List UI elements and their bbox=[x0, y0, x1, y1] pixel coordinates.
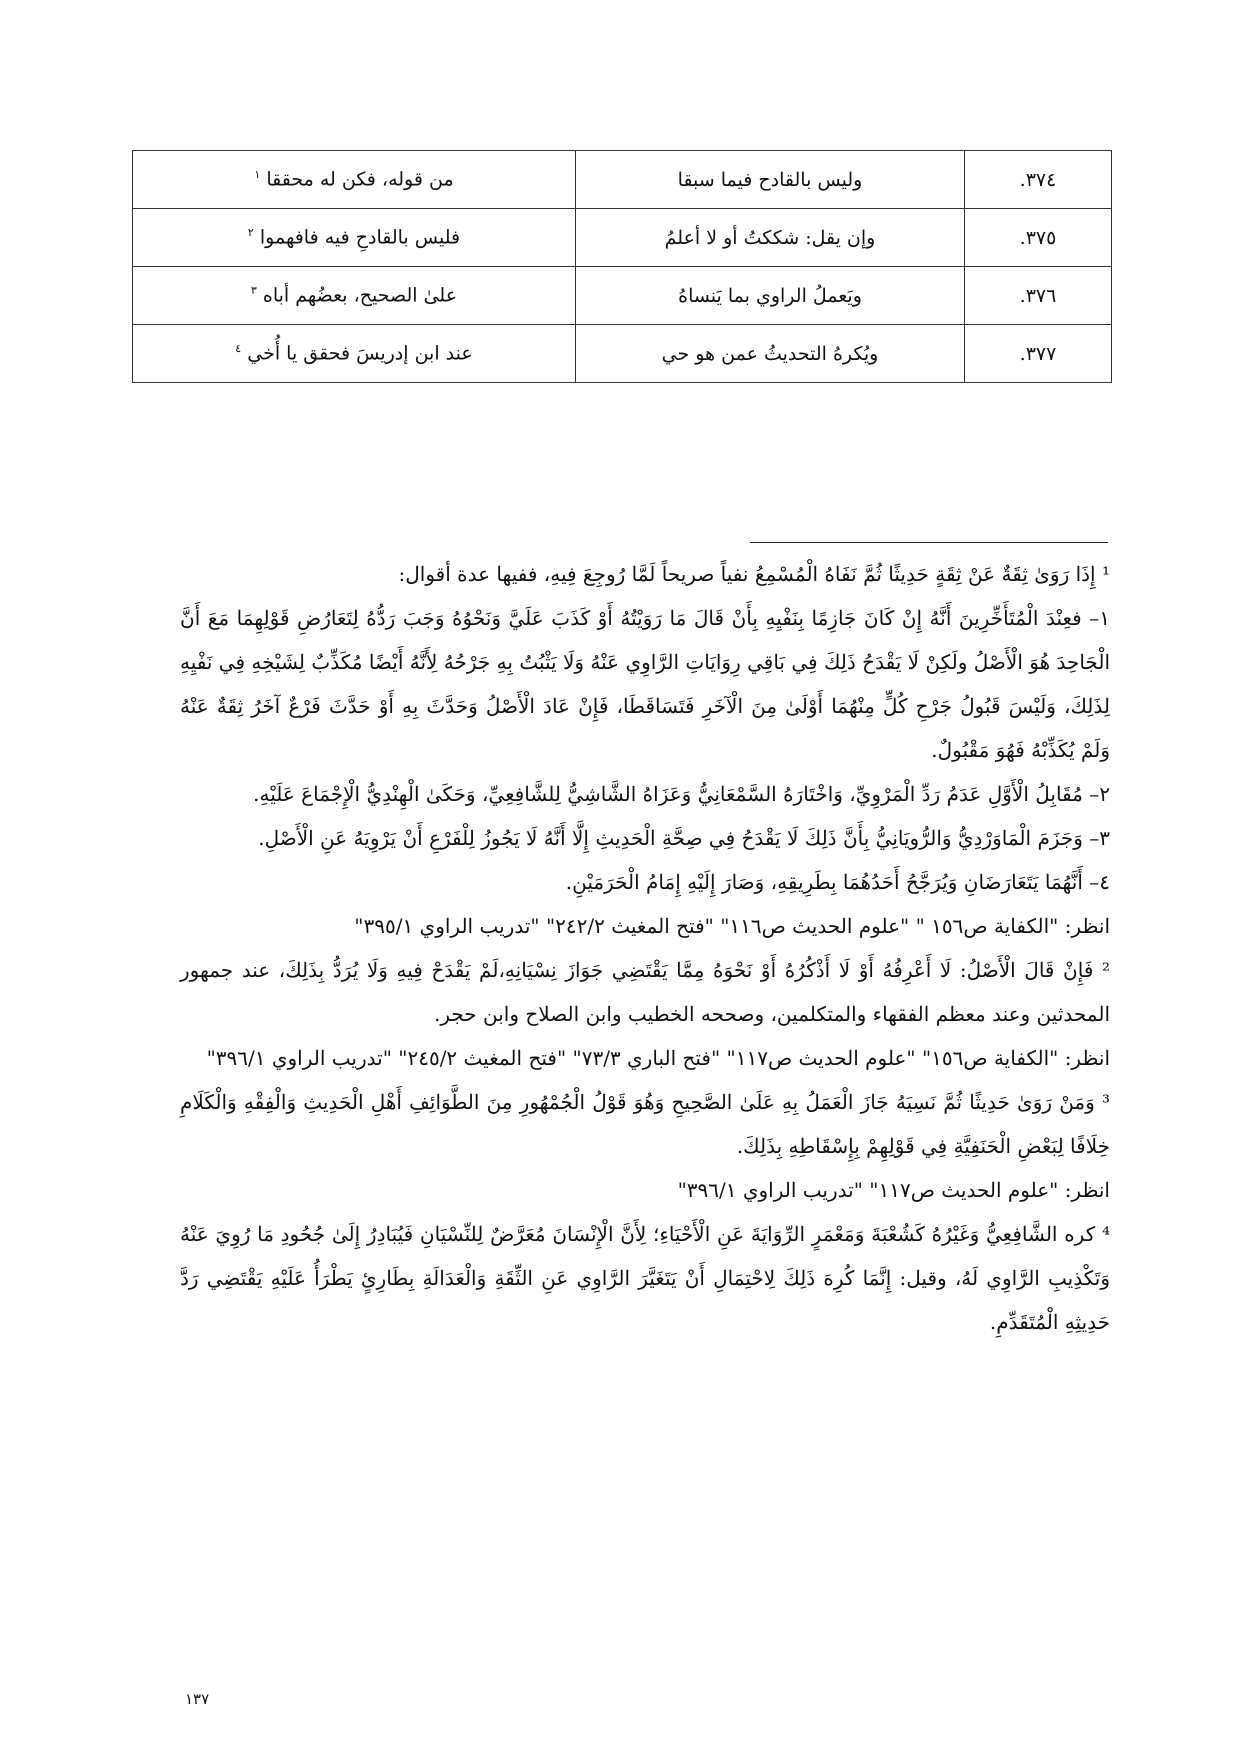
verse-second-hemistich bbox=[133, 209, 576, 267]
footnote-3-text: ³ وَمَنْ رَوَىٰ حَدِيثًا ثُمَّ نَسِيَهُ جَازَ الْعَمَلُ بِهِ عَلَىٰ الصَّحِيحِ وَهُوَ قَوْلُ الْجُمْهُورِ مِنَ الطَّوَائِفِ أَهْلِ الْحَدِيثِ وَالْفِقْهِ وَالْكَلَامِ خِلَافًا لِبَعْضِ الْحَنَفِيَّةِ فِي قَوْلِهِمْ بِإِسْقَاطِهِ بِذَلِكَ. bbox=[180, 1090, 1110, 1158]
verse-number: ٣٧٧. bbox=[965, 325, 1112, 383]
verse-second-hemistich bbox=[133, 325, 576, 383]
footnotes bbox=[180, 552, 1110, 1344]
verse-first-hemistich: وليس بالقادح فيما سبقا bbox=[576, 151, 965, 209]
footnote-separator bbox=[750, 542, 1108, 543]
verse-number: ٣٧٦. bbox=[965, 267, 1112, 325]
table-row bbox=[133, 267, 1112, 325]
verse-second-hemistich bbox=[133, 267, 576, 325]
hemistich-text: علىٰ الصحيح، بعضُهم أباه bbox=[262, 284, 458, 307]
footnote-1-point-2: ٢– مُقَابِلُ الْأَوَّلِ عَدَمُ رَدِّ الْمَرْوِيِّ، وَاخْتَارَهُ السَّمْعَانِيُّ وَعَزَاهُ الشَّاشِيُّ لِلشَّافِعِيِّ، وَحَكَىٰ الْهِنْدِيُّ الْإِجْمَاعَ عَلَيْهِ. bbox=[253, 782, 1110, 806]
table-row bbox=[133, 209, 1112, 267]
verse-number: ٣٧٤. bbox=[965, 151, 1112, 209]
footnote-1-intro: ¹ إِذَا رَوَىٰ ثِقَةٌ عَنْ ثِقَةٍ حَدِيثًا ثُمَّ نَفَاهُ الْمُسْمِعُ نفياً صريحاً لَمَّا رُوجِعَ فِيهِ، ففيها عدة أقوال: bbox=[398, 562, 1110, 586]
verse-number: ٣٧٥. bbox=[965, 209, 1112, 267]
footnote-1-point-1: ١– فعِنْدَ الْمُتَأَخِّرِينَ أَنَّهُ إِنْ كَانَ جَازِمًا بِنَفْيِهِ بِأَنْ قَالَ مَا رَوَيْتُهُ أَوْ كَذَبَ عَلَيَّ وَنَحْوُهُ وَجَبَ رَدُّهُ لِتَعَارُضِ قَوْلِهِمَا مَعَ أَنَّ الْجَاحِدَ هُوَ الْأَصْلُ ولَكِنْ لَا يَقْدَحُ ذَلِكَ فِي بَاقِي رِوَايَاتِ الرَّاوِي عَنْهُ وَلَا يَثْبُتُ بِهِ جَرْحُهُ لِأَنَّهُ أَيْضًا مُكَذِّبٌ لِشَيْخِهِ فِي نَفْيِهِ لِذَلِكَ، وَلَيْسَ قَبُولُ جَرْحِ كُلٍّ مِنْهُمَا أَوْلَىٰ مِنَ الْآخَرِ فَتَسَاقَطَا، فَإِنْ عَادَ الْأَصْلُ وَحَدَّثَ بِهِ أَوْ حَدَّثَ فَرْعٌ آخَرُ ثِقَةٌ عَنْهُ وَلَمْ يُكَذِّبْهُ فَهُوَ مَقْبُولٌ. bbox=[180, 606, 1110, 762]
verse-first-hemistich: ويُكرهُ التحديثُ عمن هو حي bbox=[576, 325, 965, 383]
table-row bbox=[133, 325, 1112, 383]
footnote-1-point-3: ٣– وَجَزَمَ الْمَاوَرْدِيُّ وَالرُّويَانِيُّ بِأَنَّ ذَلِكَ لَا يَقْدَحُ فِي صِحَّةِ الْحَدِيثِ إِلَّا أَنَّهُ لَا يَجُوزُ لِلْفَرْعِ أَنْ يَرْوِيَهُ عَنِ الْأَصْلِ. bbox=[258, 826, 1110, 850]
hemistich-text: من قوله، فكن له محققا bbox=[266, 168, 454, 191]
footnote-1-point-4: ٤– أَنَّهُمَا يَتَعَارَضَانِ وَيُرَجَّحُ أَحَدُهُمَا بِطَرِيقِهِ، وَصَارَ إِلَيْهِ إِمَامُ الْحَرَمَيْنِ. bbox=[565, 870, 1110, 894]
footnote-marker: ١ bbox=[254, 168, 261, 182]
footnote-marker: ٢ bbox=[247, 226, 254, 240]
footnote-3-reference: انظر: "علوم الحديث ص١١٧" "تدريب الراوي ٣٩٦/١" bbox=[677, 1178, 1110, 1202]
verse-first-hemistich: ويَعملُ الراوي بما يَنساهُ bbox=[576, 267, 965, 325]
footnote-4-text: ⁴ كره الشَّافِعِيُّ وَغَيْرُهُ كَشُعْبَةَ وَمَعْمَرٍ الرِّوَايَةَ عَنِ الْأَحْيَاءِ؛ لِأَنَّ الْإِنْسَانَ مُعَرَّضٌ لِلنِّسْيَانِ فَيُبَادِرُ إِلَىٰ جُحُودِ مَا رُوِيَ عَنْهُ وَتَكْذِيبِ الرَّاوِي لَهُ، وقيل: إِنَّمَا كُرِهَ ذَلِكَ لِاحْتِمَالِ أَنْ يَتَغَيَّرَ الرَّاوِي عَنِ الثِّقَةِ وَالْعَدَالَةِ بِطَارِئٍ يَطْرَأُ عَلَيْهِ يَقْتَضِي رَدَّ حَدِيثِهِ الْمُتَقَدِّمِ. bbox=[180, 1222, 1110, 1334]
footnote-marker: ٤ bbox=[235, 342, 242, 356]
footnote-marker: ٣ bbox=[250, 284, 257, 298]
hemistich-text: فليس بالقادحِ فيه فافهموا bbox=[259, 226, 461, 249]
footnote-2-reference: انظر: "الكفاية ص١٥٦" "علوم الحديث ص١١٧" "فتح الباري ٧٣/٣" "فتح المغيث ٢٤٥/٢" "تدريب الراوي ٣٩٦/١" bbox=[206, 1046, 1110, 1070]
page-number: ١٣٧ bbox=[185, 1690, 210, 1708]
table-row bbox=[133, 151, 1112, 209]
verse-table bbox=[132, 150, 1112, 383]
verse-first-hemistich: وإن يقل: شككتُ أو لا أعلمُ bbox=[576, 209, 965, 267]
verse-second-hemistich bbox=[133, 151, 576, 209]
footnote-2-text: ² فَإِنْ قَالَ الْأَصْلُ: لَا أَعْرِفُهُ أَوْ لَا أَذْكُرُهُ أَوْ نَحْوَهُ مِمَّا يَقْتَضِي جَوَازَ نِسْيَانِهِ،لَمْ يَقْدَحْ فِيهِ وَلَا يُرَدُّ بِذَلِكَ، عند جمهور المحدثين وعند معظم الفقهاء والمتكلمين، وصححه الخطيب وابن الصلاح وابن حجر. bbox=[180, 958, 1110, 1026]
footnote-1-reference: انظر: "الكفاية ص١٥٦ " "علوم الحديث ص١١٦" "فتح المغيث ٢٤٢/٢" "تدريب الراوي ٣٩٥/١" bbox=[354, 914, 1110, 938]
hemistich-text: عند ابن إدريسَ فحقق يا أُخي bbox=[247, 342, 473, 365]
